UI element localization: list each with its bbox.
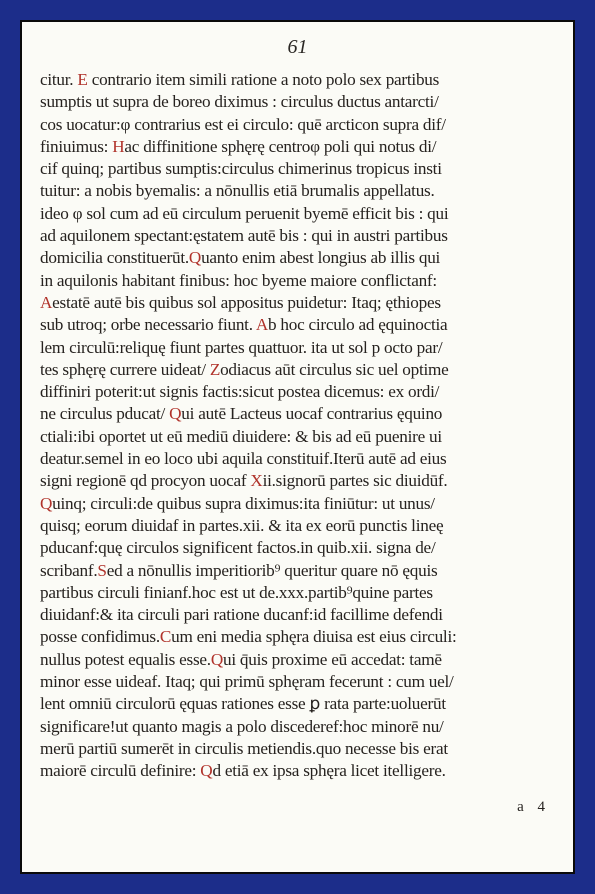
text-line: in aquilonis habitant finibus: hoc byeme maiore conflictanf: <box>40 270 437 290</box>
text-line: pducanf:quę circulos significent factos.in quib.xii. signa de/ <box>40 538 436 558</box>
text-line: ctiali:ibi oportet ut eū mediū diuidere: & bis ad eū puenire ui <box>40 426 442 446</box>
rubricated-initial: Z <box>209 359 221 379</box>
text-line: diuidanf:& ita circuli pari ratione ducanf:id facillime defendi <box>40 605 443 625</box>
text-line: ne circulus pducat/ Qui autē Lacteus uocaf contrarius ęquino <box>40 404 443 424</box>
rubricated-initial: Q <box>169 404 182 424</box>
text-line: tuitur: a nobis byemalis: a nōnullis etiā brumalis appellatus. <box>40 181 435 201</box>
text-line: partibus circuli finianf.hoc est ut de.xxx.partib⁹quine partes <box>40 582 433 602</box>
text-line: scribanf.Sed a nōnullis imperitiorib⁹ queritur quare nō ęquis <box>40 560 438 580</box>
rubricated-initial: H <box>112 136 125 156</box>
rubricated-initial: C <box>159 627 172 647</box>
text-line: lem circulū:reliquę fiunt partes quattuor. ita ut sol p octo par/ <box>40 337 443 357</box>
text-line: quisq; eorum diuidaf in partes.xii. & ita ex eorū punctis lineę <box>40 515 444 535</box>
text-line: cif quinq; partibus sumptis:circulus chimerinus tropicus insti <box>40 159 442 179</box>
text-line: posse confidimus.Cum eni media sphęra diuisa est eius circuli: <box>40 627 457 647</box>
text-line: merū partiū sumerēt in circulis metiendis.quo necesse bis erat <box>40 738 448 758</box>
text-line: cos uocatur:φ contrarius est ei circulo: quē arcticon supra dif/ <box>40 114 446 134</box>
text-line: lent omniū circulorū ęquas rationes esse ꝑ rata parte:uoluerūt <box>40 694 446 714</box>
text-line: tes sphęrę currere uideat/ Zodiacus aūt circulus sic uel optime <box>40 359 449 379</box>
text-line: Quinq; circuli:de quibus supra diximus:ita finiūtur: ut unus/ <box>40 493 435 513</box>
text-line: deatur.semel in eo loco ubi aquila constituif.Iterū autē ad eius <box>40 449 447 469</box>
text-line: minor esse uideaf. Itaq; qui primū sphęram fecerunt : cum uel/ <box>40 672 454 692</box>
rubricated-initial: Q <box>40 493 53 513</box>
rubricated-initial: A <box>40 292 53 312</box>
text-line: ad aquilonem spectant:ęstatem autē bis : qui in austri partibus <box>40 226 448 246</box>
text-line: diffiniri poterit:ut signis factis:sicut postea dicemus: ex ordi/ <box>40 382 440 402</box>
text-line: sub utroq; orbe necessario fiunt. Ab hoc circulo ad ęquinoctia <box>40 315 448 335</box>
text-column <box>40 69 556 783</box>
rubricated-initial: Q <box>188 248 202 268</box>
rubricated-initial: Q <box>200 761 213 781</box>
rubricated-initial: E <box>77 70 88 89</box>
signature-mark: a 4 <box>517 799 545 815</box>
rubricated-initial: S <box>97 560 107 580</box>
text-line: Aestatē autē bis quibus sol appositus puidetur: Itaq; ęthiopes <box>40 292 441 312</box>
rubricated-initial: A <box>255 315 269 335</box>
text-line: nullus potest equalis esse.Qui q̄uis proxime eū accedat: tamē <box>40 649 442 669</box>
text-line: finiuimus: Hac diffinitione sphęrę centroφ poli qui notus di/ <box>40 136 437 156</box>
text-line: sumptis ut supra de boreo diximus : circulus ductus antarcti/ <box>40 92 439 112</box>
incunable-page <box>20 20 575 874</box>
text-line: signi regionē qd procyon uocaf Xii.signorū partes sic diuidūf. <box>40 471 448 491</box>
text-line: ideo φ sol cum ad eū circulum peruenit byemē efficit bis : qui <box>40 203 449 223</box>
text-line: maiorē circulū definire: Qd etiā ex ipsa sphęra licet itelligere. <box>40 761 446 781</box>
rubricated-initial: Q <box>210 649 224 669</box>
text-line: citur. E contrario item simili ratione a noto polo sex partibus <box>40 70 440 89</box>
text-line: significare!ut quanto magis a polo discederef:hoc minorē nu/ <box>40 716 444 736</box>
folio-number: 61 <box>287 36 308 58</box>
rubricated-initial: X <box>250 471 263 491</box>
text-line: domicilia constituerūt.Quanto enim abest longius ab illis qui <box>40 248 441 268</box>
